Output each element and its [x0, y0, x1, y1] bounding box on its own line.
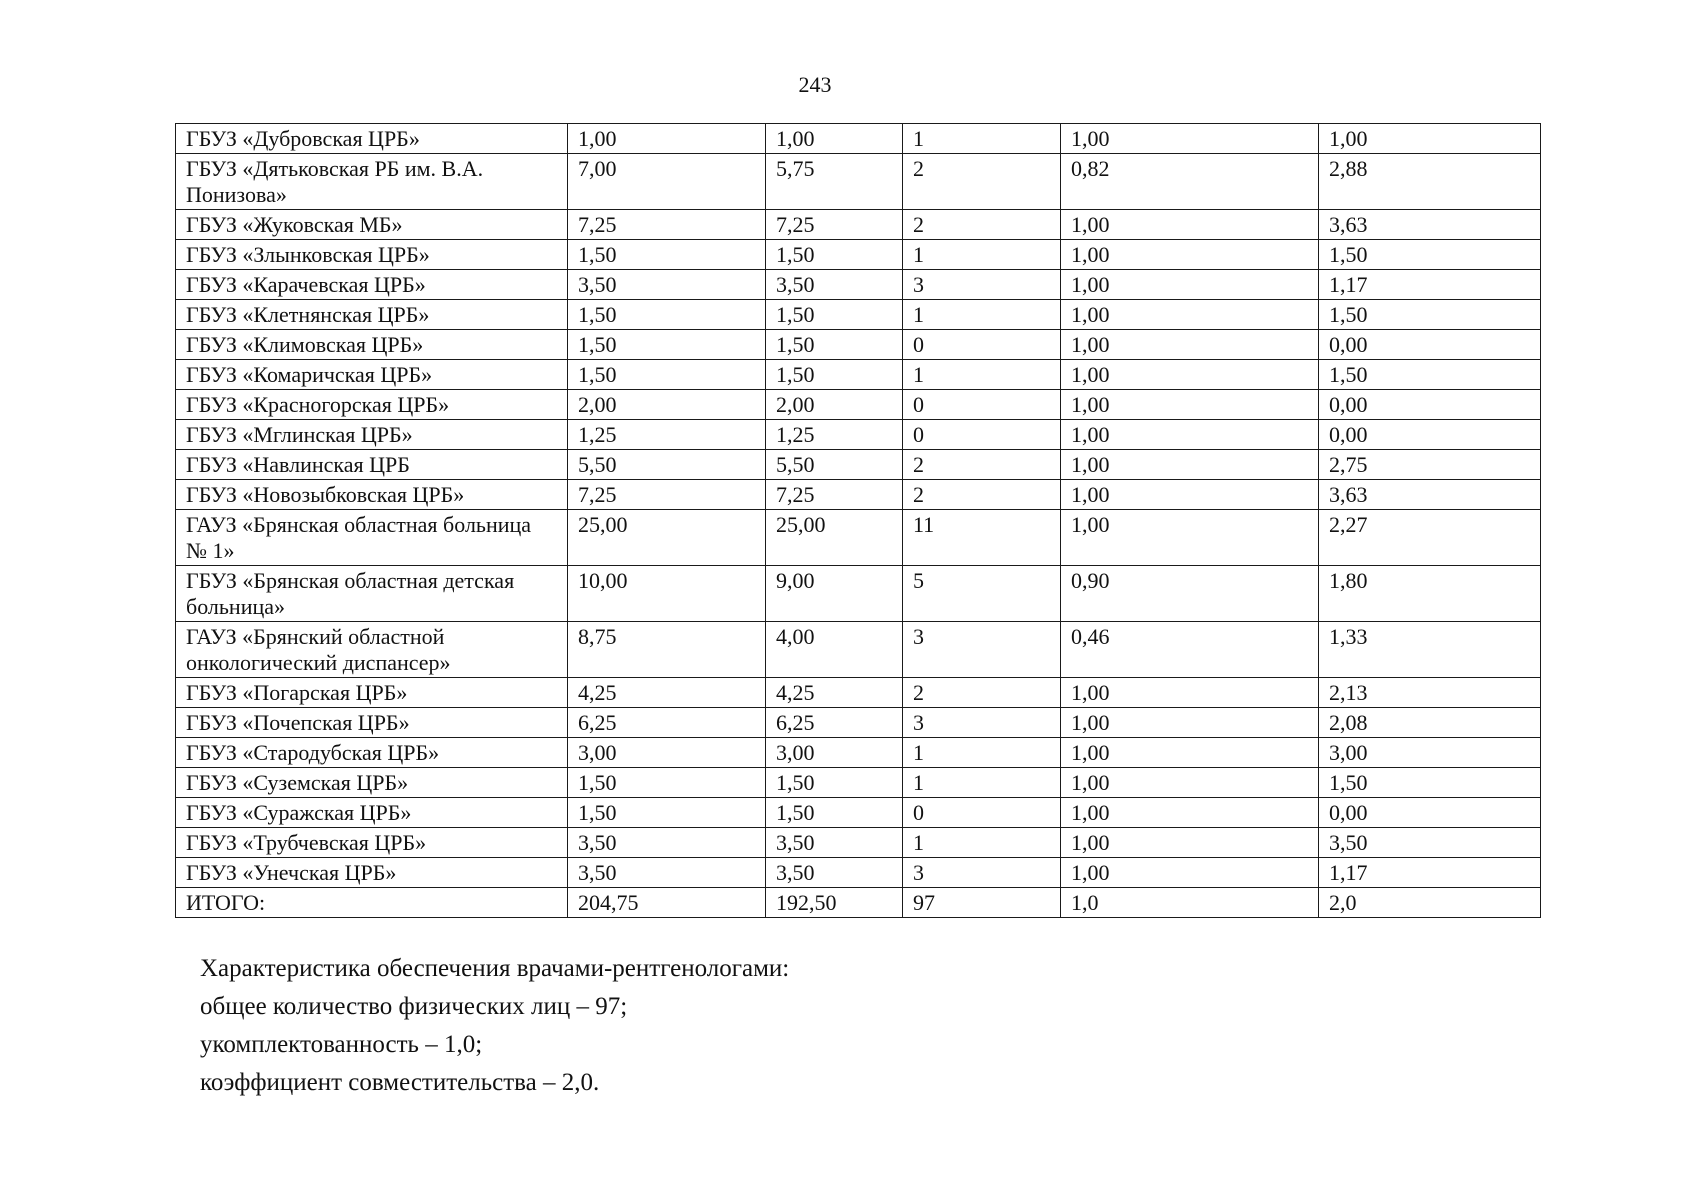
cell-physical-persons: 0 [903, 330, 1061, 360]
cell-physical-persons: 2 [903, 480, 1061, 510]
cell-institution: ГБУЗ «Почепская ЦРБ» [176, 708, 568, 738]
cell-physical-persons: 11 [903, 510, 1061, 566]
cell-positions-staffed: 3,50 [568, 858, 766, 888]
cell-institution: ГБУЗ «Мглинская ЦРБ» [176, 420, 568, 450]
cell-positions-occupied: 4,00 [766, 622, 903, 678]
cell-physical-persons: 1 [903, 768, 1061, 798]
cell-positions-occupied: 1,50 [766, 240, 903, 270]
table-row [176, 154, 1541, 210]
cell-positions-staffed: 7,25 [568, 210, 766, 240]
cell-staffing-level: 1,00 [1061, 480, 1319, 510]
cell-part-time-coefficient: 3,00 [1319, 738, 1541, 768]
cell-institution: ГАУЗ «Брянская областная больница № 1» [176, 510, 568, 566]
cell-positions-occupied: 1,50 [766, 768, 903, 798]
cell-institution: ГБУЗ «Комаричская ЦРБ» [176, 360, 568, 390]
cell-physical-persons: 3 [903, 270, 1061, 300]
cell-institution: ИТОГО: [176, 888, 568, 918]
cell-positions-occupied: 1,25 [766, 420, 903, 450]
cell-positions-staffed: 1,50 [568, 798, 766, 828]
cell-part-time-coefficient: 2,27 [1319, 510, 1541, 566]
table-row [176, 678, 1541, 708]
cell-positions-staffed: 5,50 [568, 450, 766, 480]
cell-positions-occupied: 4,25 [766, 678, 903, 708]
cell-staffing-level: 1,00 [1061, 738, 1319, 768]
cell-positions-staffed: 4,25 [568, 678, 766, 708]
cell-part-time-coefficient: 2,88 [1319, 154, 1541, 210]
cell-positions-occupied: 1,50 [766, 360, 903, 390]
cell-institution: ГБУЗ «Новозыбковская ЦРБ» [176, 480, 568, 510]
cell-institution: ГБУЗ «Климовская ЦРБ» [176, 330, 568, 360]
cell-physical-persons: 0 [903, 420, 1061, 450]
cell-physical-persons: 3 [903, 858, 1061, 888]
cell-staffing-level: 1,00 [1061, 390, 1319, 420]
cell-positions-staffed: 8,75 [568, 622, 766, 678]
cell-institution: ГБУЗ «Суземская ЦРБ» [176, 768, 568, 798]
cell-part-time-coefficient: 1,50 [1319, 360, 1541, 390]
cell-institution: ГБУЗ «Клетнянская ЦРБ» [176, 300, 568, 330]
table-total-row [176, 888, 1541, 918]
cell-part-time-coefficient: 0,00 [1319, 798, 1541, 828]
cell-positions-staffed: 1,50 [568, 300, 766, 330]
table-row [176, 300, 1541, 330]
table-row [176, 798, 1541, 828]
cell-positions-occupied: 3,50 [766, 858, 903, 888]
cell-positions-staffed: 1,00 [568, 124, 766, 154]
cell-institution: ГБУЗ «Стародубская ЦРБ» [176, 738, 568, 768]
summary-line-part-time-coefficient: коэффициент совместительства – 2,0. [200, 1069, 600, 1096]
cell-physical-persons: 2 [903, 450, 1061, 480]
cell-positions-occupied: 5,75 [766, 154, 903, 210]
table-row [176, 450, 1541, 480]
cell-part-time-coefficient: 1,17 [1319, 270, 1541, 300]
cell-institution: ГАУЗ «Брянский областной онкологический диспансер» [176, 622, 568, 678]
cell-positions-staffed: 6,25 [568, 708, 766, 738]
cell-part-time-coefficient: 1,80 [1319, 566, 1541, 622]
cell-physical-persons: 1 [903, 738, 1061, 768]
cell-positions-staffed: 204,75 [568, 888, 766, 918]
cell-staffing-level: 1,00 [1061, 240, 1319, 270]
cell-positions-staffed: 2,00 [568, 390, 766, 420]
cell-part-time-coefficient: 2,13 [1319, 678, 1541, 708]
cell-positions-staffed: 1,50 [568, 240, 766, 270]
cell-positions-staffed: 3,00 [568, 738, 766, 768]
cell-part-time-coefficient: 2,75 [1319, 450, 1541, 480]
summary-line-staffing: укомплектованность – 1,0; [200, 1031, 483, 1058]
cell-institution: ГБУЗ «Жуковская МБ» [176, 210, 568, 240]
cell-positions-occupied: 3,50 [766, 828, 903, 858]
summary-title: Характеристика обеспечения врачами-рентгенологами: [200, 955, 790, 982]
cell-staffing-level: 1,00 [1061, 360, 1319, 390]
cell-part-time-coefficient: 3,63 [1319, 210, 1541, 240]
cell-positions-staffed: 7,00 [568, 154, 766, 210]
table-row [176, 828, 1541, 858]
cell-institution: ГБУЗ «Злынковская ЦРБ» [176, 240, 568, 270]
cell-staffing-level: 1,00 [1061, 828, 1319, 858]
cell-physical-persons: 1 [903, 360, 1061, 390]
table-row [176, 390, 1541, 420]
cell-staffing-level: 1,00 [1061, 768, 1319, 798]
table-row [176, 480, 1541, 510]
cell-staffing-level: 1,00 [1061, 510, 1319, 566]
cell-institution: ГБУЗ «Красногорская ЦРБ» [176, 390, 568, 420]
cell-staffing-level: 1,00 [1061, 420, 1319, 450]
cell-staffing-level: 1,00 [1061, 708, 1319, 738]
cell-positions-staffed: 7,25 [568, 480, 766, 510]
table-row [176, 738, 1541, 768]
cell-positions-staffed: 10,00 [568, 566, 766, 622]
table-row [176, 420, 1541, 450]
cell-institution: ГБУЗ «Суражская ЦРБ» [176, 798, 568, 828]
cell-staffing-level: 1,00 [1061, 270, 1319, 300]
cell-physical-persons: 0 [903, 390, 1061, 420]
cell-positions-occupied: 3,00 [766, 738, 903, 768]
cell-institution: ГБУЗ «Унечская ЦРБ» [176, 858, 568, 888]
table-row [176, 270, 1541, 300]
cell-staffing-level: 1,00 [1061, 678, 1319, 708]
cell-physical-persons: 3 [903, 708, 1061, 738]
cell-positions-staffed: 3,50 [568, 828, 766, 858]
cell-positions-occupied: 9,00 [766, 566, 903, 622]
cell-positions-staffed: 1,25 [568, 420, 766, 450]
cell-staffing-level: 1,00 [1061, 798, 1319, 828]
cell-positions-occupied: 2,00 [766, 390, 903, 420]
cell-positions-staffed: 3,50 [568, 270, 766, 300]
cell-staffing-level: 1,00 [1061, 210, 1319, 240]
cell-institution: ГБУЗ «Карачевская ЦРБ» [176, 270, 568, 300]
cell-physical-persons: 1 [903, 828, 1061, 858]
table-row [176, 210, 1541, 240]
cell-part-time-coefficient: 1,50 [1319, 768, 1541, 798]
summary-line-physical-persons: общее количество физических лиц – 97; [200, 993, 628, 1020]
cell-physical-persons: 2 [903, 154, 1061, 210]
table-row [176, 708, 1541, 738]
cell-positions-occupied: 6,25 [766, 708, 903, 738]
cell-part-time-coefficient: 0,00 [1319, 390, 1541, 420]
staffing-table-body [176, 124, 1541, 918]
cell-part-time-coefficient: 3,50 [1319, 828, 1541, 858]
cell-part-time-coefficient: 1,50 [1319, 240, 1541, 270]
cell-positions-staffed: 1,50 [568, 330, 766, 360]
staffing-table [175, 123, 1541, 918]
cell-positions-occupied: 1,00 [766, 124, 903, 154]
cell-positions-occupied: 7,25 [766, 210, 903, 240]
cell-staffing-level: 0,90 [1061, 566, 1319, 622]
cell-staffing-level: 1,00 [1061, 300, 1319, 330]
cell-positions-occupied: 1,50 [766, 330, 903, 360]
cell-physical-persons: 1 [903, 300, 1061, 330]
cell-physical-persons: 2 [903, 210, 1061, 240]
cell-part-time-coefficient: 1,50 [1319, 300, 1541, 330]
table-row [176, 330, 1541, 360]
table-row [176, 566, 1541, 622]
cell-positions-occupied: 1,50 [766, 798, 903, 828]
cell-institution: ГБУЗ «Погарская ЦРБ» [176, 678, 568, 708]
cell-institution: ГБУЗ «Дубровская ЦРБ» [176, 124, 568, 154]
cell-staffing-level: 1,00 [1061, 450, 1319, 480]
cell-part-time-coefficient: 3,63 [1319, 480, 1541, 510]
cell-staffing-level: 1,0 [1061, 888, 1319, 918]
cell-physical-persons: 3 [903, 622, 1061, 678]
cell-physical-persons: 0 [903, 798, 1061, 828]
cell-part-time-coefficient: 0,00 [1319, 420, 1541, 450]
cell-staffing-level: 1,00 [1061, 330, 1319, 360]
cell-staffing-level: 1,00 [1061, 124, 1319, 154]
cell-part-time-coefficient: 2,0 [1319, 888, 1541, 918]
cell-positions-occupied: 3,50 [766, 270, 903, 300]
cell-staffing-level: 0,82 [1061, 154, 1319, 210]
cell-physical-persons: 2 [903, 678, 1061, 708]
table-row [176, 124, 1541, 154]
cell-staffing-level: 1,00 [1061, 858, 1319, 888]
cell-positions-staffed: 1,50 [568, 360, 766, 390]
summary-block [200, 950, 1400, 1102]
cell-positions-occupied: 25,00 [766, 510, 903, 566]
table-row [176, 768, 1541, 798]
cell-institution: ГБУЗ «Дятьковская РБ им. В.А. Понизова» [176, 154, 568, 210]
cell-part-time-coefficient: 1,00 [1319, 124, 1541, 154]
cell-physical-persons: 1 [903, 240, 1061, 270]
table-row [176, 858, 1541, 888]
cell-part-time-coefficient: 0,00 [1319, 330, 1541, 360]
cell-institution: ГБУЗ «Брянская областная детская больница» [176, 566, 568, 622]
cell-positions-occupied: 192,50 [766, 888, 903, 918]
cell-part-time-coefficient: 2,08 [1319, 708, 1541, 738]
table-row [176, 360, 1541, 390]
cell-physical-persons: 97 [903, 888, 1061, 918]
cell-institution: ГБУЗ «Навлинская ЦРБ [176, 450, 568, 480]
table-row [176, 240, 1541, 270]
cell-positions-staffed: 25,00 [568, 510, 766, 566]
cell-positions-occupied: 5,50 [766, 450, 903, 480]
cell-part-time-coefficient: 1,17 [1319, 858, 1541, 888]
cell-positions-occupied: 1,50 [766, 300, 903, 330]
page-number: 243 [798, 72, 832, 97]
cell-staffing-level: 0,46 [1061, 622, 1319, 678]
cell-part-time-coefficient: 1,33 [1319, 622, 1541, 678]
table-row [176, 622, 1541, 678]
cell-positions-occupied: 7,25 [766, 480, 903, 510]
cell-institution: ГБУЗ «Трубчевская ЦРБ» [176, 828, 568, 858]
table-row [176, 510, 1541, 566]
cell-positions-staffed: 1,50 [568, 768, 766, 798]
cell-physical-persons: 5 [903, 566, 1061, 622]
cell-physical-persons: 1 [903, 124, 1061, 154]
